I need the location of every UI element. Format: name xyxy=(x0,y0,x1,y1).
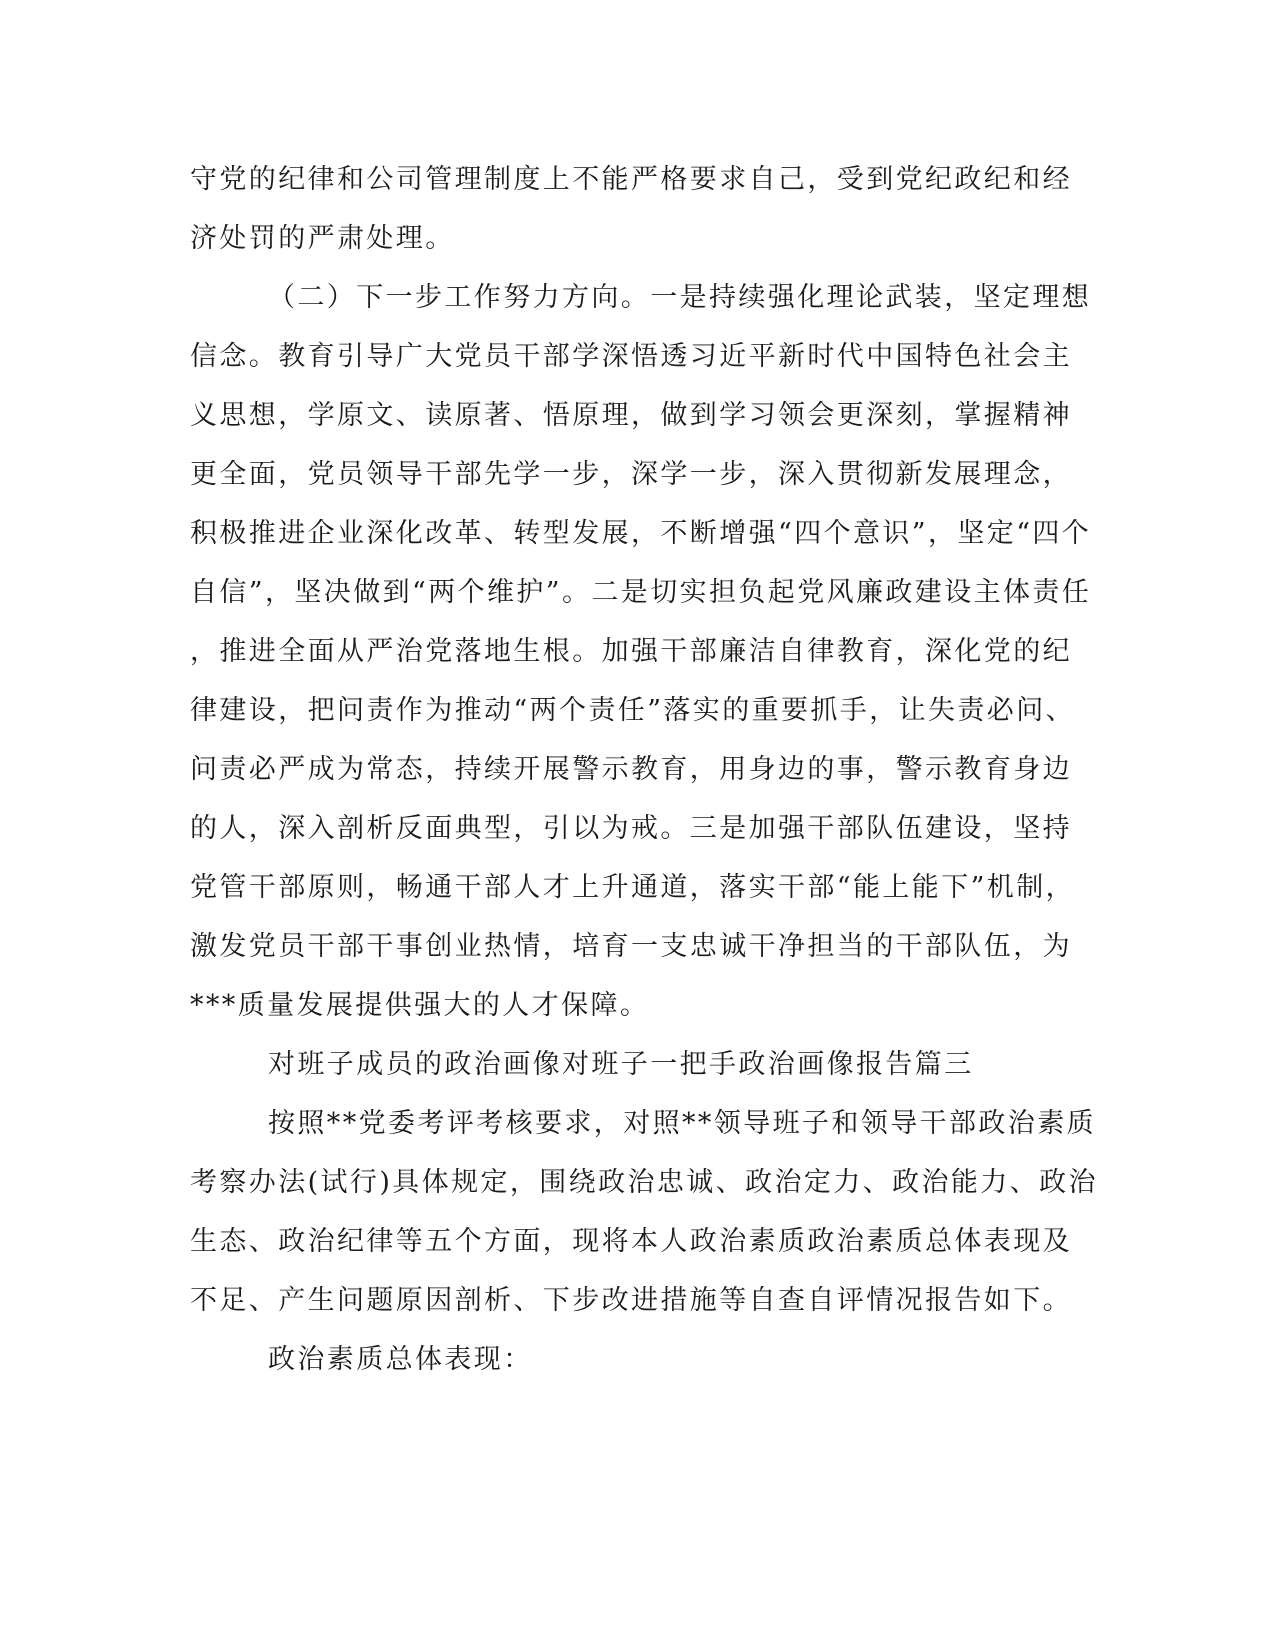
paragraph-line: 党管干部原则，畅通干部人才上升通道，落实干部“能上能下”机制， xyxy=(190,872,1076,903)
paragraph-line: ***质量发展提供强大的人才保障。 xyxy=(190,990,650,1021)
paragraph-line: 按照**党委考评考核要求，对照**领导班子和领导干部政治素质 xyxy=(268,1108,1096,1139)
section-heading-line: （二）下一步工作努力方向。一是持续强化理论武装，坚定理想 xyxy=(268,282,1092,313)
paragraph-line: 考察办法(试行)具体规定，围绕政治忠诚、政治定力、政治能力、政治 xyxy=(190,1167,1098,1198)
paragraph-line: 问责必严成为常态，持续开展警示教育，用身边的事，警示教育身边 xyxy=(190,754,1072,785)
paragraph-line: 自信”，坚决做到“两个维护”。二是切实担负起党风廉政建设主体责任 xyxy=(190,577,1092,608)
paragraph-line: 更全面，党员领导干部先学一步，深学一步，深入贯彻新发展理念， xyxy=(190,459,1072,490)
paragraph-line: 不足、产生问题原因剖析、下步改进措施等自查自评情况报告如下。 xyxy=(190,1285,1072,1316)
paragraph-line: 济处罚的严肃处理。 xyxy=(190,223,455,254)
paragraph-line: 激发党员干部干事创业热情，培育一支忠诚干净担当的干部队伍，为 xyxy=(190,931,1072,962)
paragraph-line: 生态、政治纪律等五个方面，现将本人政治素质政治素质总体表现及 xyxy=(190,1226,1072,1257)
paragraph-line: 信念。教育引导广大党员干部学深悟透习近平新时代中国特色社会主 xyxy=(190,341,1072,372)
subheading-line: 政治素质总体表现： xyxy=(268,1344,533,1375)
paragraph-line: 的人，深入剖析反面典型，引以为戒。三是加强干部队伍建设，坚持 xyxy=(190,813,1072,844)
article-title-line: 对班子成员的政治画像对班子一把手政治画像报告篇三 xyxy=(268,1049,974,1080)
paragraph-line: 律建设，把问责作为推动“两个责任”落实的重要抓手，让失责必问、 xyxy=(190,695,1076,726)
paragraph-line: 义思想，学原文、读原著、悟原理，做到学习领会更深刻，掌握精神 xyxy=(190,400,1072,431)
paragraph-line: 积极推进企业深化改革、转型发展，不断增强“四个意识”，坚定“四个 xyxy=(190,518,1092,549)
paragraph-line: ，推进全面从严治党落地生根。加强干部廉洁自律教育，深化党的纪 xyxy=(190,636,1072,667)
paragraph-line: 守党的纪律和公司管理制度上不能严格要求自己，受到党纪政纪和经 xyxy=(190,164,1072,195)
